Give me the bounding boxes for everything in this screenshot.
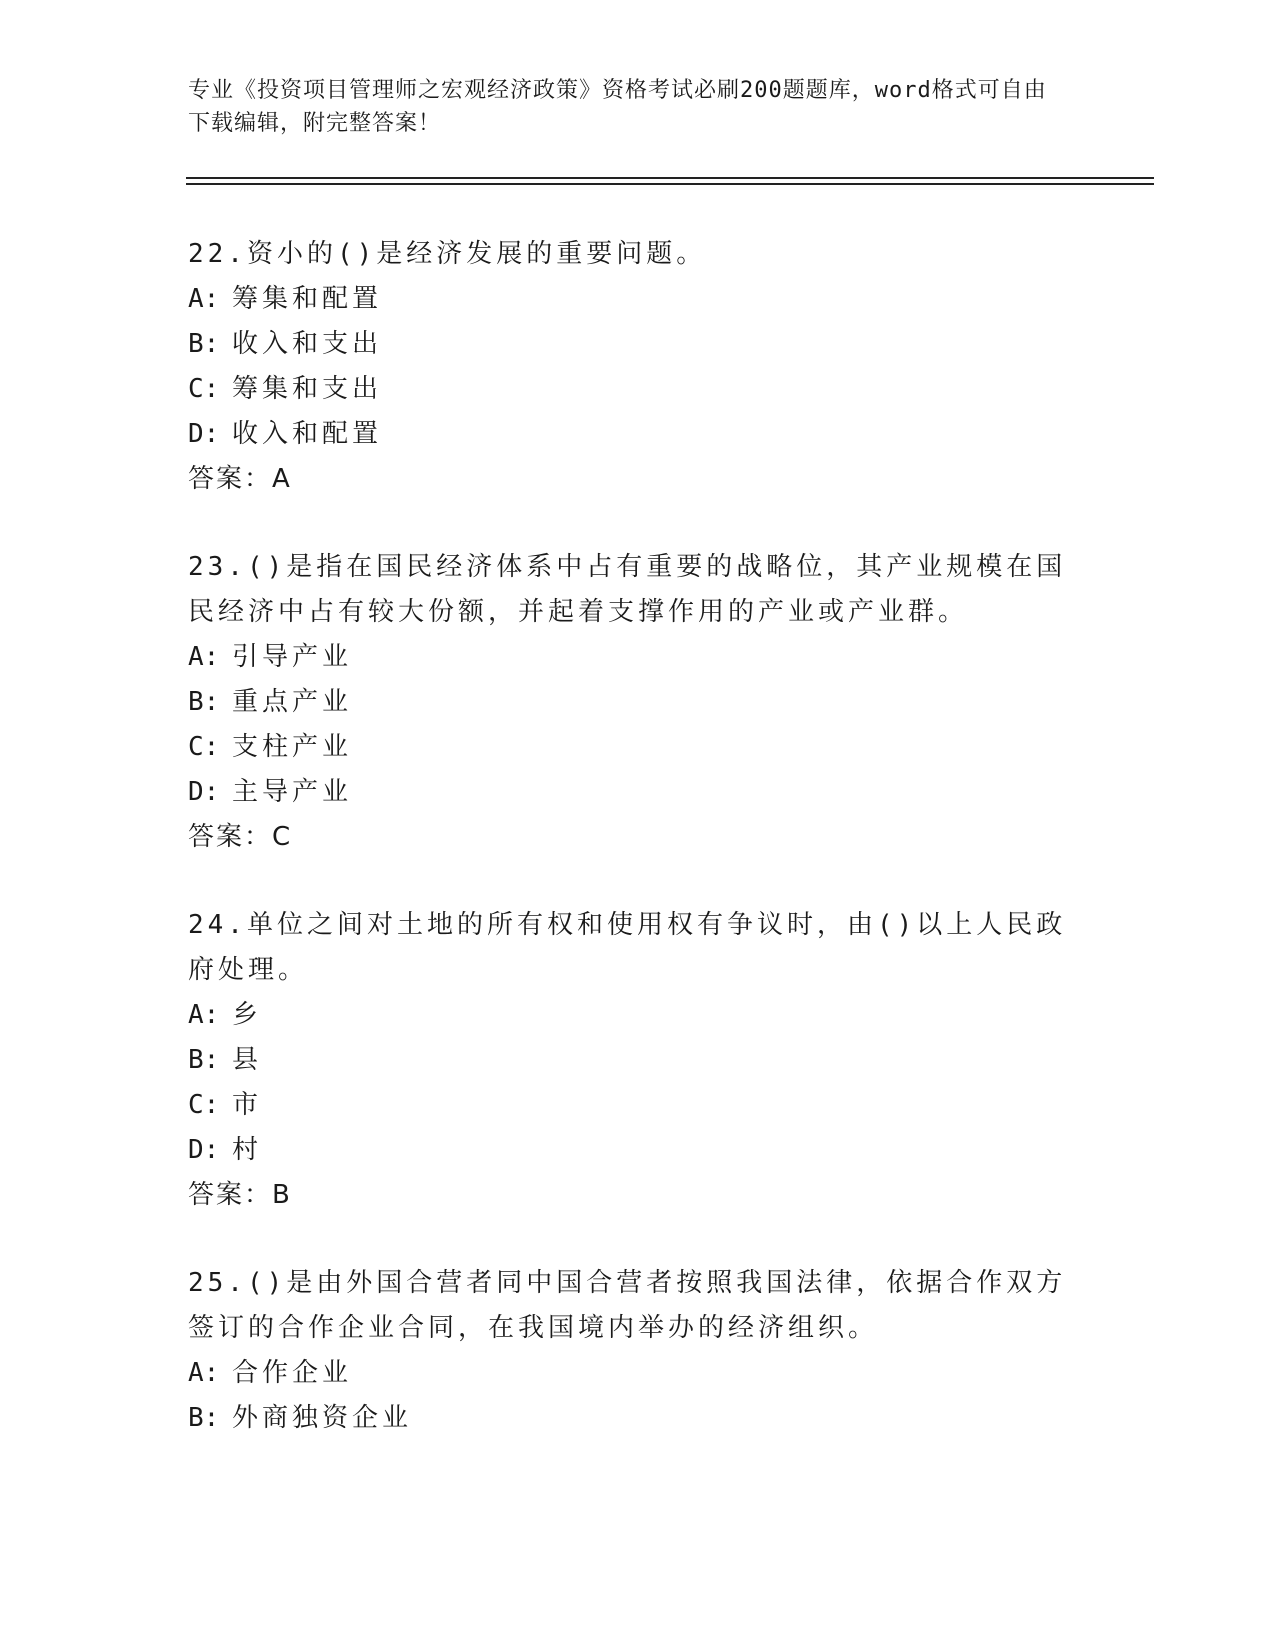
option-letter: C: <box>188 374 220 404</box>
option-letter: D: <box>188 419 220 449</box>
header-divider-top <box>186 177 1154 179</box>
document-header: 专业《投资项目管理师之宏观经济政策》资格考试必刷200题题库，word格式可自由下载编辑，附完整答案！ <box>188 78 1047 136</box>
option-b <box>188 322 1078 367</box>
option-text: 引导产业 <box>232 642 353 672</box>
question-22 <box>188 232 1078 502</box>
option-text: 乡 <box>232 1000 263 1030</box>
option-b <box>188 680 1078 725</box>
option-text: 村 <box>232 1135 263 1165</box>
option-text: 支柱产业 <box>232 732 353 762</box>
question-list <box>188 232 1078 1484</box>
option-letter: B: <box>188 687 220 717</box>
option-d <box>188 770 1078 815</box>
option-c <box>188 367 1078 412</box>
option-d <box>188 1128 1078 1173</box>
option-letter: C: <box>188 732 220 762</box>
option-a <box>188 1351 1078 1396</box>
option-letter: B: <box>188 329 220 359</box>
option-text: 筹集和支出 <box>232 374 383 404</box>
option-letter: D: <box>188 777 220 807</box>
question-23 <box>188 545 1078 860</box>
question-stem: 23.()是指在国民经济体系中占有重要的战略位，其产业规模在国民经济中占有较大份额，并起着支撑作用的产业或产业群。 <box>188 552 1067 627</box>
option-d <box>188 412 1078 457</box>
option-text: 重点产业 <box>232 687 353 717</box>
option-a <box>188 277 1078 322</box>
option-letter: D: <box>188 1135 220 1165</box>
option-text: 收入和支出 <box>232 329 383 359</box>
option-text: 市 <box>232 1090 263 1120</box>
question-25 <box>188 1261 1078 1441</box>
header-divider-bottom <box>186 183 1154 185</box>
question-24 <box>188 903 1078 1218</box>
answer-line: 答案：C <box>188 822 293 852</box>
option-letter: B: <box>188 1045 220 1075</box>
question-stem: 25.()是由外国合营者同中国合营者按照我国法律，依据合作双方签订的合作企业合同，在我国境内举办的经济组织。 <box>188 1268 1067 1343</box>
option-c <box>188 725 1078 770</box>
option-text: 外商独资企业 <box>232 1403 413 1433</box>
option-text: 合作企业 <box>232 1358 353 1388</box>
option-text: 县 <box>232 1045 263 1075</box>
option-b <box>188 1396 1078 1441</box>
option-text: 主导产业 <box>232 777 353 807</box>
question-stem: 22.资小的()是经济发展的重要问题。 <box>188 239 707 269</box>
answer-line: 答案：B <box>188 1180 292 1210</box>
option-c <box>188 1083 1078 1128</box>
question-stem: 24.单位之间对土地的所有权和使用权有争议时，由()以上人民政府处理。 <box>188 910 1067 985</box>
option-letter: C: <box>188 1090 220 1120</box>
option-letter: B: <box>188 1403 220 1433</box>
option-a <box>188 993 1078 1038</box>
answer-line: 答案：A <box>188 464 292 494</box>
option-a <box>188 635 1078 680</box>
option-text: 筹集和配置 <box>232 284 383 314</box>
option-letter: A: <box>188 284 220 314</box>
option-letter: A: <box>188 1000 220 1030</box>
option-letter: A: <box>188 642 220 672</box>
option-text: 收入和配置 <box>232 419 383 449</box>
option-letter: A: <box>188 1358 220 1388</box>
option-b <box>188 1038 1078 1083</box>
